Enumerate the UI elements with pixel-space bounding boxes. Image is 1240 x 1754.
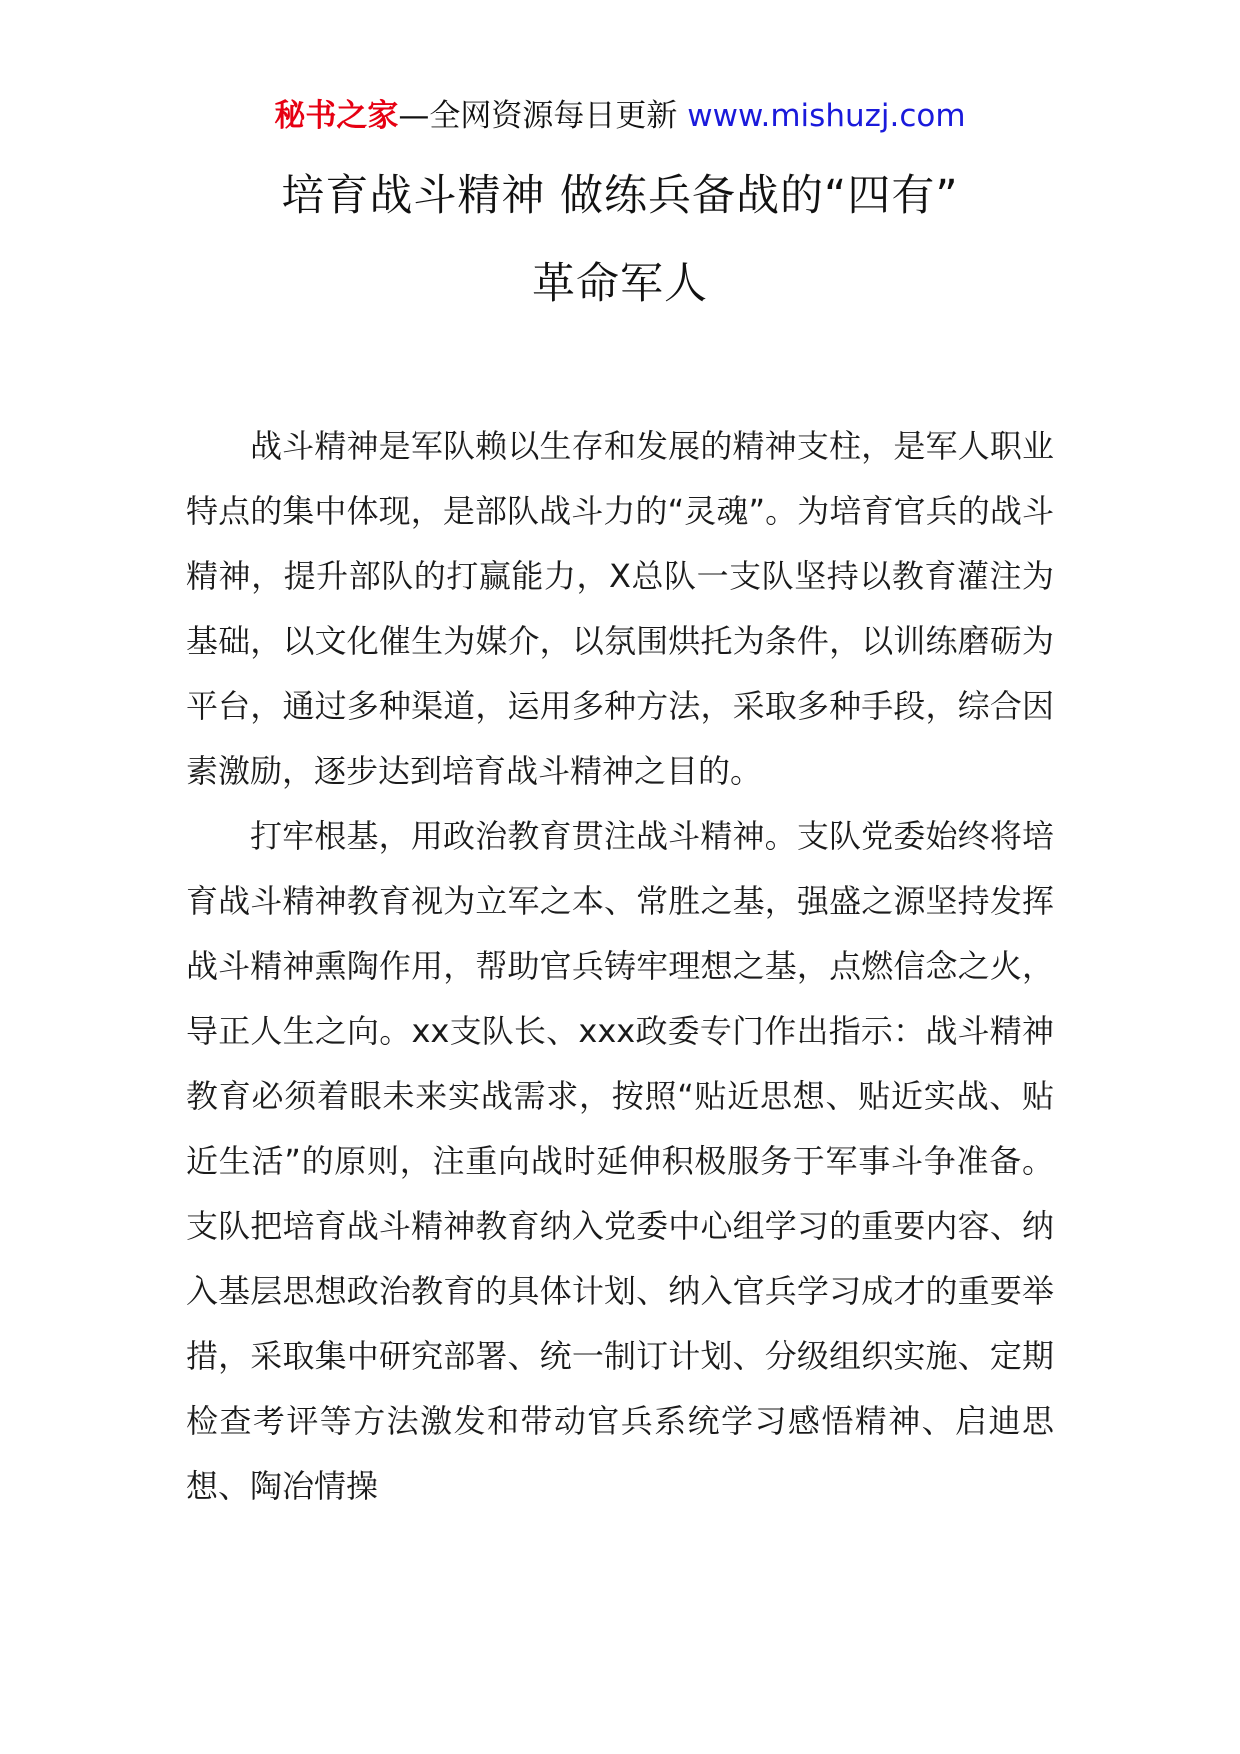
document-body [186,414,1054,1519]
document-title-line-1: 培育战斗精神 做练兵备战的“四有” [281,171,959,221]
document-title-line-2: 革命军人 [532,259,708,309]
paragraph-2: 打牢根基，用政治教育贯注战斗精神。支队党委始终将培育战斗精神教育视为立军之本、常胜之基，强盛之源坚持发挥战斗精神熏陶作用，帮助官兵铸牢理想之基，点燃信念之火，导正人生之向。xx支队长、xxx政委专门作出指示：战斗精神教育必须着眼未来实战需求，按照“贴近思想、贴近实战、贴近生活”的原则，注重向战时延伸积极服务于军事斗争准备。支队把培育战斗精神教育纳入党委中心组学习的重要内容、纳入基层思想政治教育的具体计划、纳入官兵学习成才的重要举措，采取集中研究部署、统一制订计划、分级组织实施、定期检查考评等方法激发和带动官兵系统学习感悟精神、启迪思想、陶冶情操 [186,817,1054,1505]
site-url-link[interactable]: www.mishuzj.com [687,98,966,134]
site-brand: 秘书之家 [274,98,399,134]
paragraph-1: 战斗精神是军队赖以生存和发展的精神支柱，是军人职业特点的集中体现，是部队战斗力的“灵魂”。为培育官兵的战斗精神，提升部队的打赢能力，X总队一支队坚持以教育灌注为基础，以文化催生为媒介，以氛围烘托为条件，以训练磨砺为平台，通过多种渠道，运用多种方法，采取多种手段，综合因素激励，逐步达到培育战斗精神之目的。 [186,427,1054,790]
site-tagline: —全网资源每日更新 [398,98,678,134]
site-header [0,96,1240,136]
